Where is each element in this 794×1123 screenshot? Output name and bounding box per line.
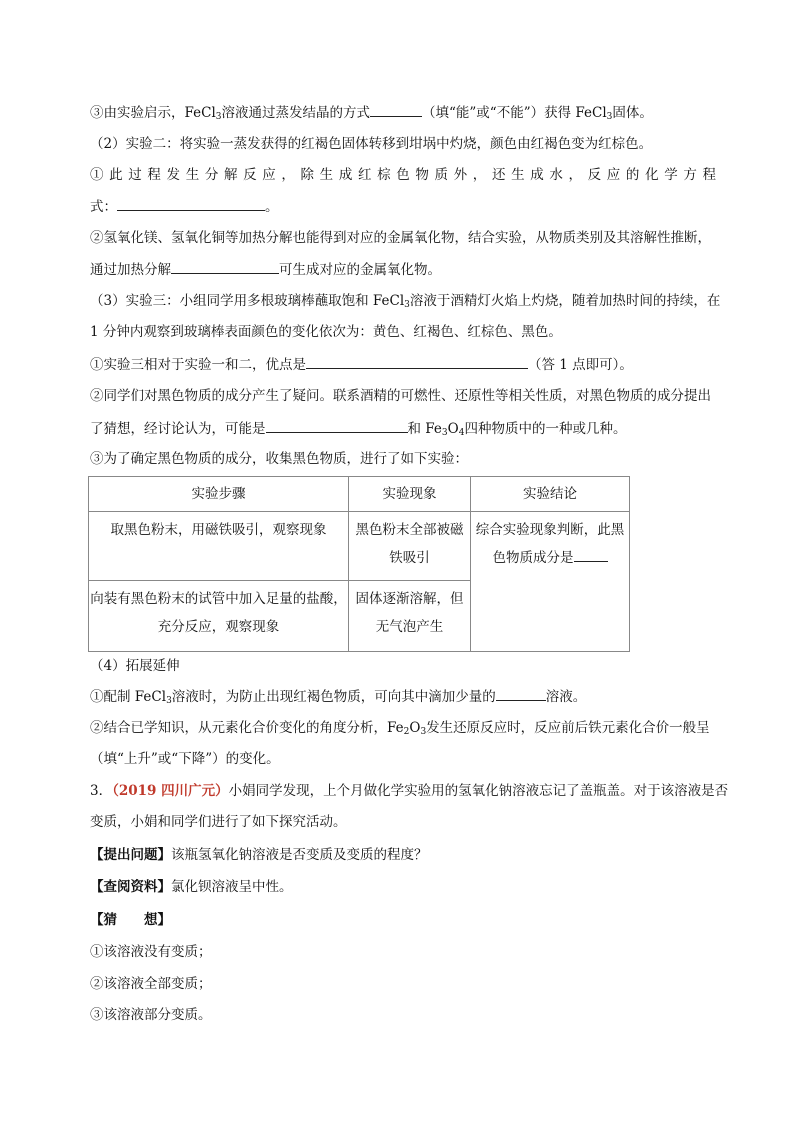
text: 发生还原反应时，反应前后铁元素化合价一般呈 [426,720,710,736]
text: 充分反应，观察现象 [157,619,280,635]
extension-q1 [90,686,586,707]
answer-blank[interactable] [266,418,408,433]
text: 固体。 [612,105,653,121]
experiment-3-q1 [90,354,633,375]
step-cell: 取黑色粉末，用磁铁吸引，观察现象 [89,512,349,581]
subscript: 3 [606,112,613,122]
experiment-3-q3: ③为了确定黑色物质的成分，收集黑色物质，进行了如下实验： [90,451,468,467]
hypothesis-2: ②该溶液全部变质； [90,976,212,992]
text: （3）实验三：小组同学用多根玻璃棒蘸取饱和 FeCl [90,293,405,309]
subscript: 3 [420,727,427,737]
question-3-intro [90,781,728,801]
text: ①配制 FeCl [90,689,167,705]
text: ②结合已学知识，从元素化合价变化的角度分析，Fe [90,720,404,736]
text: O [447,421,459,437]
answer-blank[interactable] [306,354,528,369]
observation-cell [349,512,471,581]
text: 固体逐渐溶解，但 [355,591,464,607]
raise-question [90,845,428,865]
subscript: 3 [215,112,222,122]
question-3-conclusion [90,102,653,123]
experiment-2-q2: ②氢氧化镁、氢氧化铜等加热分解也能得到对应的金属氧化物，结合实验，从物质类别及其溶解性推断， [90,230,711,246]
text: 小娟同学发现，上个月做化学实验用的氢氧化钠溶液忘记了盖瓶盖。对于该溶液是否 [228,783,729,799]
subscript: 3 [441,428,448,438]
question-3-intro-cont: 变质，小娟和同学们进行了如下探究活动。 [90,814,347,830]
section-heading: 【查阅资料】 [90,879,171,895]
text: 溶液。 [545,689,587,705]
text: 和 Fe [407,421,442,437]
experiment-2-q1-cont [90,196,279,217]
answer-blank[interactable] [117,196,265,211]
experiment-3 [90,291,720,311]
experiment-3-q2-cont [90,418,626,439]
text: 通过加热分解 [90,262,171,278]
subscript: 3 [166,696,172,706]
hypothesis-heading: 【猜 想】 [90,912,171,928]
experiment-2-q2-cont [90,259,441,280]
experiment-3-cont: 1 分钟内观察到玻璃棒表面颜色的变化依次为：黄色、红褐色、红棕色、黑色。 [90,324,562,340]
text: O [409,720,421,736]
text: 向装有黑色粉末的试管中加入足量的盐酸， [90,591,347,607]
text: 黑色粉末全部被磁 [355,522,464,538]
text: 该瓶氢氧化钠溶液是否变质及变质的程度？ [171,847,428,863]
text: 色物质成分是 [492,550,574,566]
text: 综合实验现象判断，此黑 [475,522,625,538]
step-cell [89,581,349,652]
text: （填“能”或“不能”）获得 FeCl [422,105,607,121]
answer-blank[interactable] [370,102,422,117]
section-heading: 【提出问题】 [90,847,171,863]
hypothesis-1: ①该溶液没有变质； [90,944,212,960]
header-step: 实验步骤 [89,477,349,512]
text: 无气泡产生 [375,619,444,635]
table-header-row [89,477,630,512]
text: 了猜想，经讨论认为，可能是 [90,421,266,437]
experiment-3-q2: ②同学们对黑色物质的成分产生了疑问。联系酒精的可燃性、还原性等相关性质，对黑色物质的成分提出 [90,388,711,404]
question-number: 3． [90,783,113,799]
header-observation: 实验现象 [349,477,471,512]
extension-q2-cont: （填“上升”或“下降”）的变化。 [90,751,280,767]
experiment-table [88,476,630,652]
text: ③由实验启示，FeCl [90,105,216,121]
subscript: 4 [458,428,465,438]
experiment-2-q1: ①此过程发生分解反应，除生成红棕色物质外，还生成水，反应的化学方程 [90,167,716,183]
text: 四种物质中的一种或几种。 [464,421,627,437]
conclusion-cell [471,512,630,652]
subscript: 3 [404,300,410,310]
table-row [89,512,630,581]
text: 。 [265,199,279,215]
reference-info [90,877,293,897]
answer-blank[interactable] [171,259,279,274]
extension-heading: （4）拓展延伸 [90,658,180,674]
text: 式： [90,199,117,215]
hypothesis-3: ③该溶液部分变质。 [90,1007,212,1023]
text [471,544,629,572]
subscript: 2 [403,727,410,737]
answer-blank[interactable] [496,686,546,701]
text: 铁吸引 [389,550,430,566]
text: 溶液通过蒸发结晶的方式 [221,105,370,121]
observation-cell [349,581,471,652]
text: 氯化钡溶液呈中性。 [171,879,293,895]
text: 溶液于酒精灯火焰上灼烧，随着加热时间的持续，在 [409,293,721,309]
answer-blank[interactable] [574,547,608,562]
source-tag: （2019 四川广元） [112,783,229,799]
experiment-2: （2）实验二：将实验一蒸发获得的红褐色固体转移到坩埚中灼烧，颜色由红褐色变为红棕色。 [90,136,653,152]
header-conclusion: 实验结论 [471,477,630,512]
extension-q2 [90,718,710,738]
text: 可生成对应的金属氧化物。 [279,262,441,278]
text: 溶液时，为防止出现红褐色物质，可向其中滴加少量的 [171,689,496,705]
text: ①实验三相对于实验一和二，优点是 [90,357,306,373]
text: （答 1 点即可）。 [528,357,633,373]
